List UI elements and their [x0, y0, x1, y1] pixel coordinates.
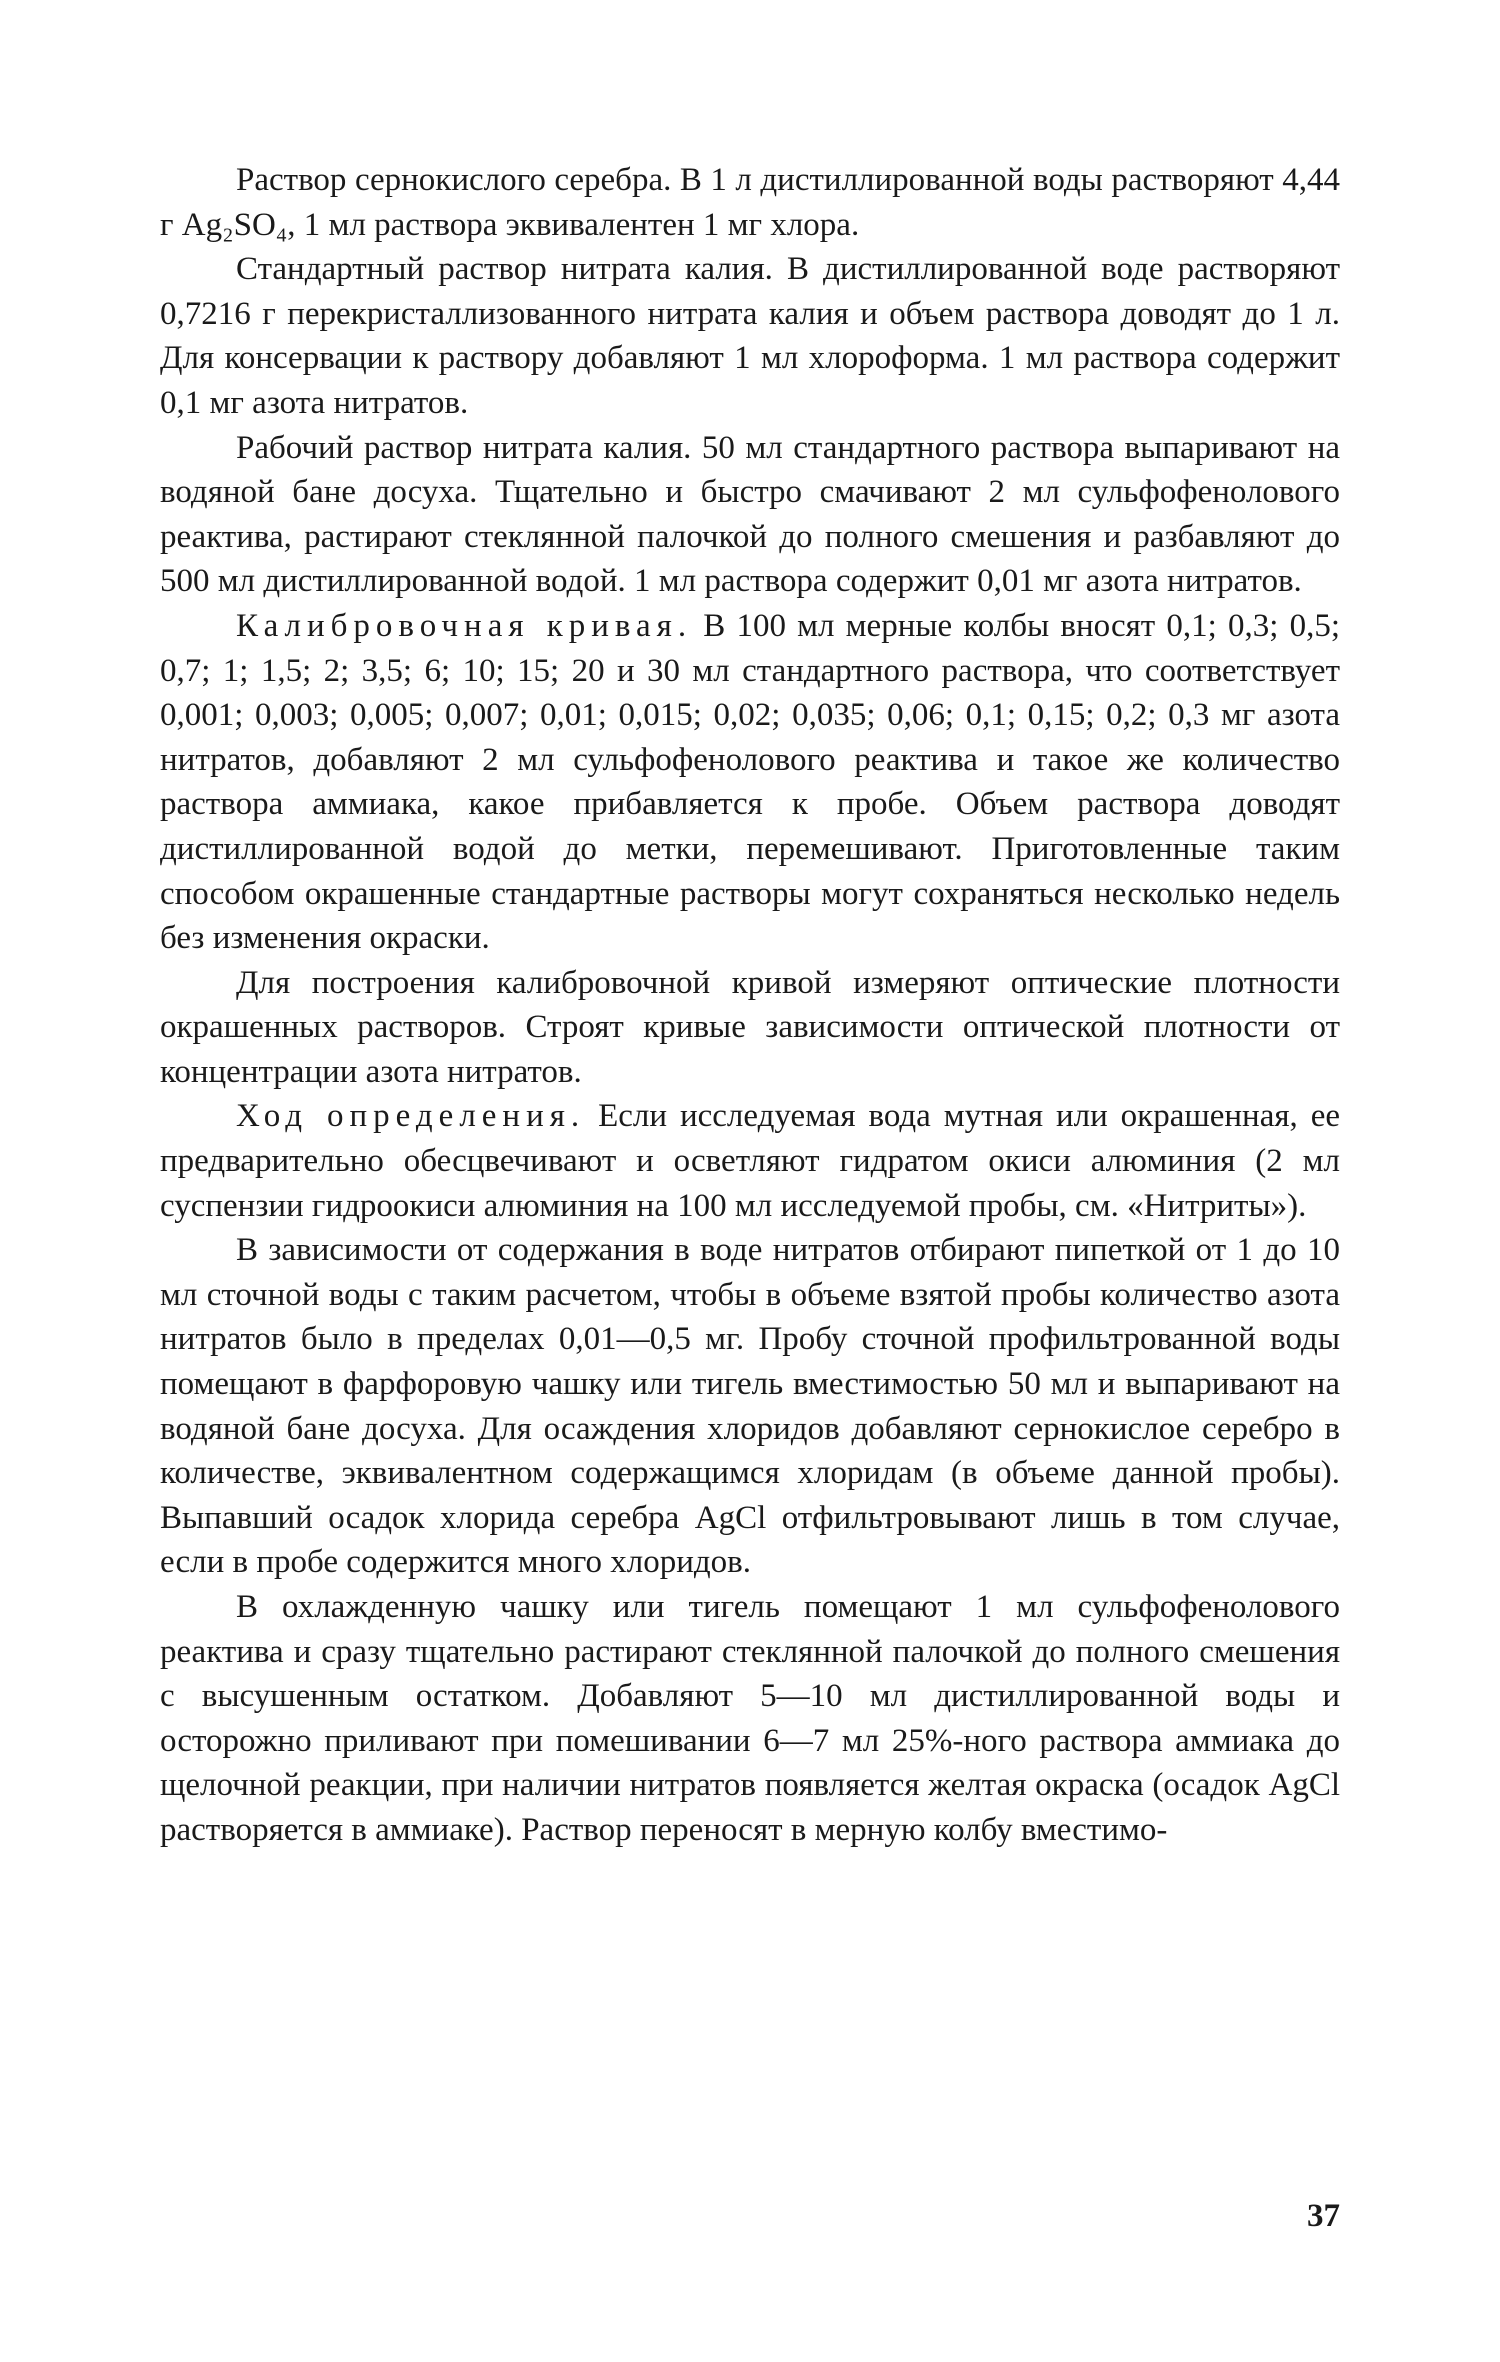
paragraph: Стандартный раствор нитрата калия. В дистиллированной воде растворяют 0,7216 г перекристаллизованного нитрата калия и объем раствора доводят до 1 л. Для консервации к раствору добавляют 1 мл хлороформа. 1 мл раствора содержит 0,1 мг азота нитратов.	[160, 251, 1340, 421]
section-heading: Калибровочная кривая.	[236, 607, 693, 644]
paragraph: Раствор сернокислого серебра. В 1 л дистиллированной воды растворяют 4,44 г Ag₂SO₄, 1 мл раствора эквивалентен 1 мг хлора.	[160, 162, 1340, 243]
paragraph-procedure: Ход определения. Если исследуемая вода мутная или окрашенная, ее предварительно обесцвечивают и осветляют гидратом окиси алюминия (2 мл суспензии гидроокиси алюминия на 100 мл исследуемой пробы, см. «Нитриты»).	[160, 1098, 1340, 1224]
paragraph: В охлажденную чашку или тигель помещают 1 мл сульфофенолового реактива и сразу тщательно растирают стеклянной палочкой до полного смешения с высушенным остатком. Добавляют 5—10 мл дистиллированной воды и осторожно приливают при помешивании 6—7 мл 25%-ного раствора аммиака до щелочной реакции, при наличии нитратов появляется желтая окраска (осадок AgCl растворяется в аммиаке). Раствор переносят в мерную колбу вместимо-	[160, 1589, 1340, 1848]
page-number: 37	[1307, 2198, 1340, 2234]
page-body	[160, 158, 1340, 1853]
paragraph: Рабочий раствор нитрата калия. 50 мл стандартного раствора выпаривают на водяной бане досуха. Тщательно и быстро смачивают 2 мл сульфофенолового реактива, растирают стеклянной палочкой до полного смешения и разбавляют до 500 мл дистиллированной водой. 1 мл раствора содержит 0,01 мг азота нитратов.	[160, 429, 1340, 600]
paragraph: В зависимости от содержания в воде нитратов отбирают пипеткой от 1 до 10 мл сточной воды с таким расчетом, чтобы в объеме взятой пробы количество азота нитратов было в пределах 0,01—0,5 мг. Пробу сточной профильтрованной воды помещают в фарфоровую чашку или тигель вместимостью 50 мл и выпаривают на водяной бане досуха. Для осаждения хлоридов добавляют сернокислое серебро в количестве, эквивалентном содержащимся хлоридам (в объеме данной пробы). Выпавший осадок хлорида серебра AgCl отфильтровывают лишь в том случае, если в пробе содержится много хлоридов.	[160, 1232, 1340, 1581]
section-heading: Ход определения.	[236, 1098, 586, 1135]
paragraph: Для построения калибровочной кривой измеряют оптические плотности окрашенных растворов. Строят кривые зависимости оптической плотности от концентрации азота нитратов.	[160, 964, 1340, 1090]
paragraph-calibration-curve: Калибровочная кривая. В 100 мл мерные колбы вносят 0,1; 0,3; 0,5; 0,7; 1; 1,5; 2; 3,5; 6; 10; 15; 20 и 30 мл стандартного раствора, что соответствует 0,001; 0,003; 0,005; 0,007; 0,01; 0,015; 0,02; 0,035; 0,06; 0,1; 0,15; 0,2; 0,3 мг азота нитратов, добавляют 2 мл сульфофенолового реактива и такое же количество раствора аммиака, какое прибавляется к пробе. Объем раствора доводят дистиллированной водой до метки, перемешивают. Приготовленные таким способом окрашенные стандартные растворы могут сохраняться несколько недель без изменения окраски.	[160, 607, 1340, 957]
